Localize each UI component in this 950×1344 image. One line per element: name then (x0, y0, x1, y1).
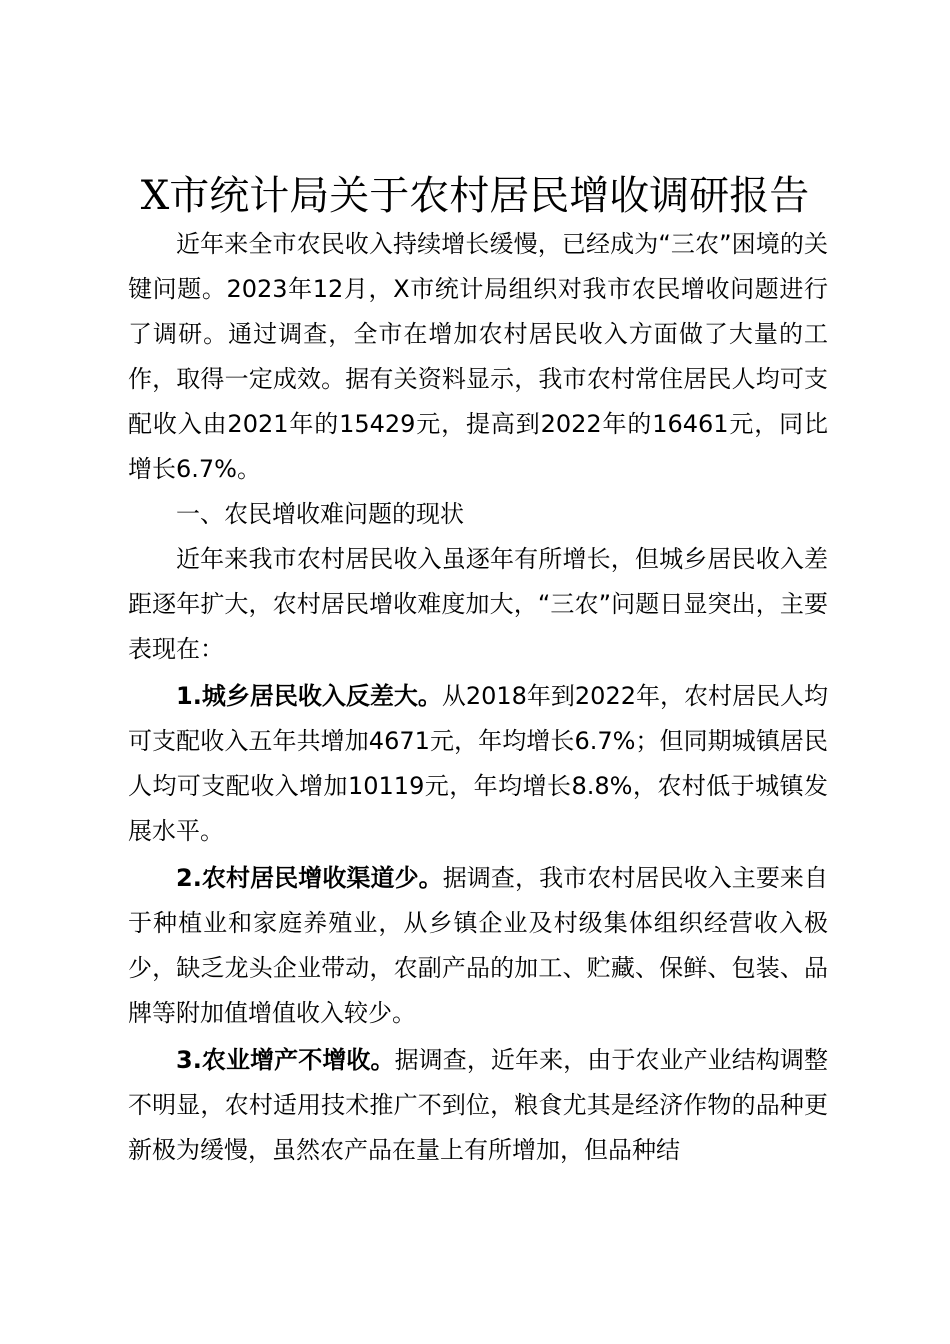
item-text-2: 据调查，我市农村居民收入主要来自于种植业和家庭养殖业，从乡镇企业及村级集体组织经营收入极少，缺乏龙头企业带动，农副产品的加工、贮藏、保鲜、包装、品牌等附加值增值收入较少。 (128, 864, 829, 1027)
item-lead-2: 2.农村居民增收渠道少。 (176, 864, 443, 892)
intro-paragraph: 近年来全市农民收入持续增长缓慢，已经成为“三农”困境的关键问题。2023年12月，X市统计局组织对我市农民增收问题进行了调研。通过调查，全市在增加农村居民收入方面做了大量的工作，取得一定成效。据有关资料显示，我市农村常住居民人均可支配收入由2021年的15429元，提高到2022年的16461元，同比增长6.7%。 (128, 230, 828, 483)
section-intro-paragraph: 近年来我市农村居民收入虽逐年有所增长，但城乡居民收入差距逐年扩大，农村居民增收难度加大，“三农”问题日显突出，主要表现在： (128, 545, 828, 663)
document-body (128, 222, 828, 1173)
item-text-3: 据调查，近年来，由于农业产业结构调整不明显，农村适用技术推广不到位，粮食尤其是经济作物的品种更新极为缓慢，虽然农产品在量上有所增加，但品种结 (128, 1046, 828, 1164)
item-paragraph-2 (128, 856, 828, 1036)
item-paragraph-1 (128, 674, 828, 854)
document-title: X市统计局关于农村居民增收调研报告 (140, 173, 810, 219)
item-lead-3: 3.农业增产不增收。 (176, 1046, 395, 1074)
section-heading: 一、农民增收难问题的现状 (176, 500, 464, 528)
item-text-1: 从2018年到2022年，农村居民人均可支配收入五年共增加4671元，年均增长6.7%；但同期城镇居民人均可支配收入增加10119元，年均增长8.8%，农村低于城镇发展水平。 (128, 682, 828, 845)
item-lead-1: 1.城乡居民收入反差大。 (176, 682, 442, 710)
item-paragraph-3 (128, 1038, 828, 1173)
